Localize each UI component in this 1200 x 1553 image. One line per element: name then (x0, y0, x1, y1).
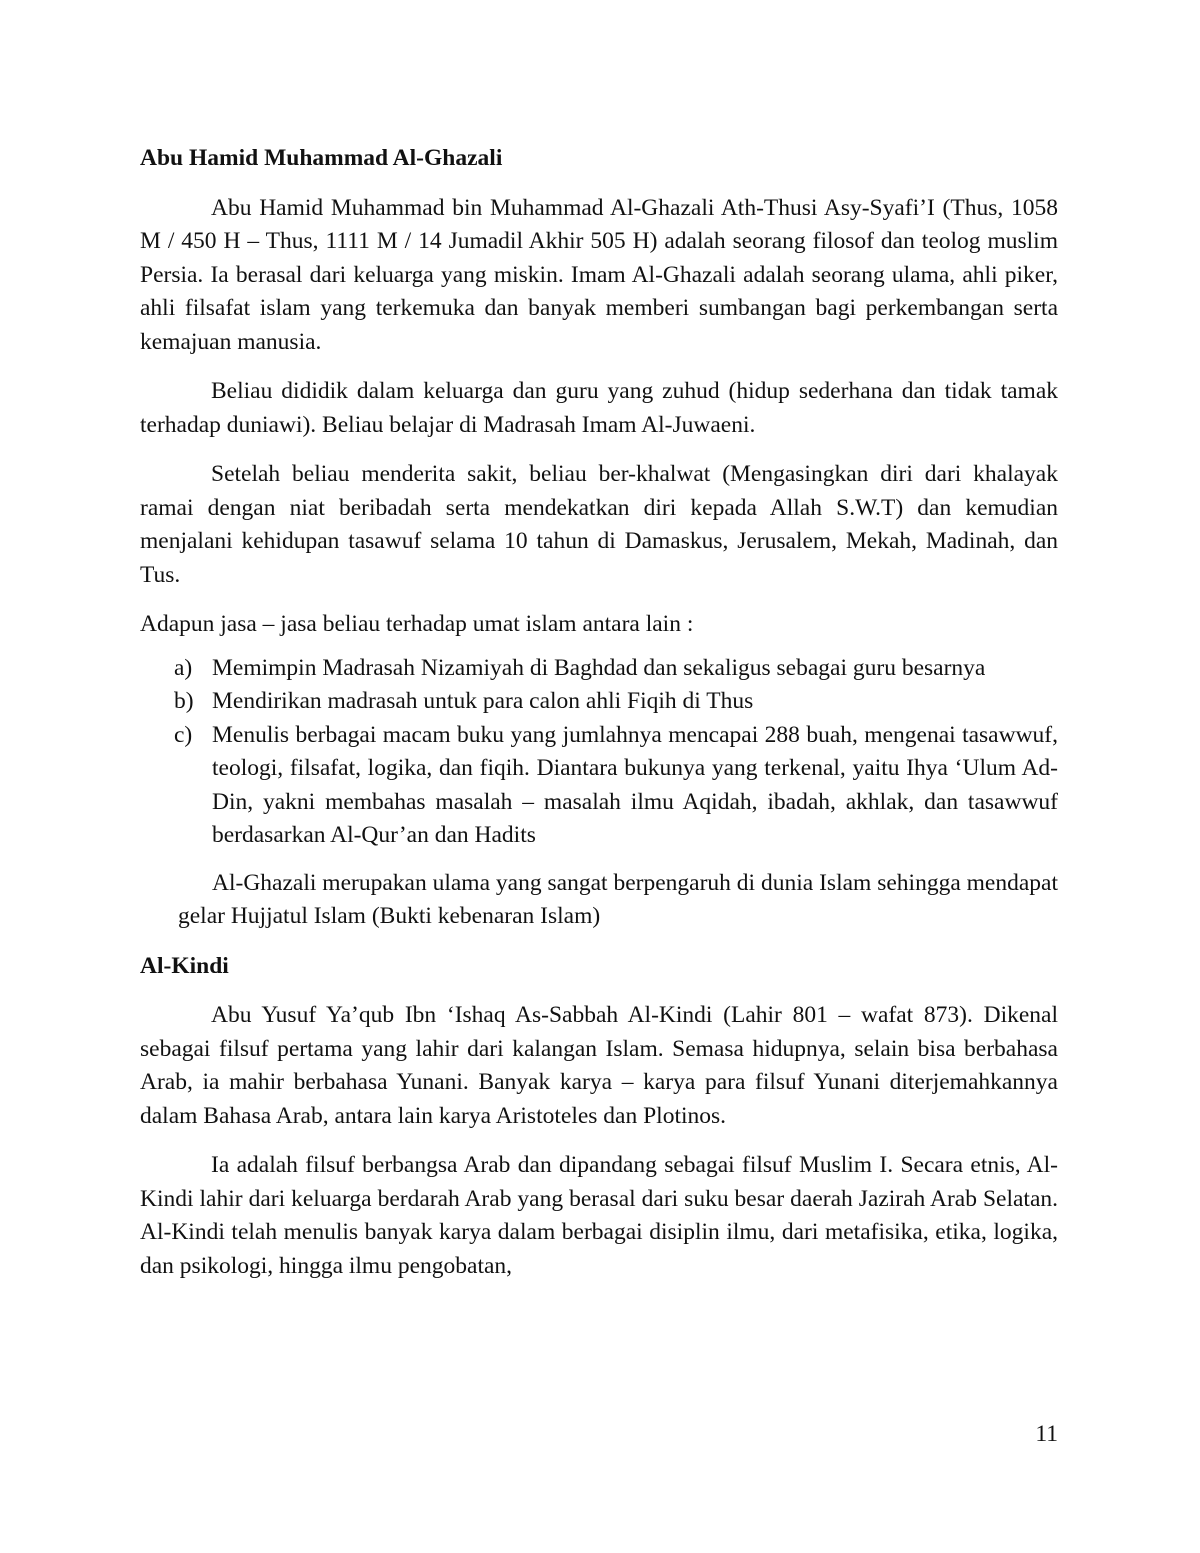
list-item (140, 652, 1058, 686)
jasa-list (140, 652, 1058, 853)
paragraph-kindi-intro: Abu Yusuf Ya’qub Ibn ‘Ishaq As-Sabbah Al-Kindi (Lahir 801 – wafat 873). Dikenal sebagai filsuf pertama yang lahir dari kalangan Islam. Semasa hidupnya, selain bisa berbahasa Arab, ia mahir berbahasa Yunani. Banyak karya – karya para filsuf Yunani diterjemahkannya dalam Bahasa Arab, antara lain karya Aristoteles dan Plotinos. (140, 1002, 1058, 1129)
paragraph-ghazali-closing: Al-Ghazali merupakan ulama yang sangat berpengaruh di dunia Islam sehingga mendapat gelar Hujjatul Islam (Bukti kebenaran Islam) (178, 869, 1058, 929)
list-item-text: Mendirikan madrasah untuk para calon ahli Fiqih di Thus (212, 688, 754, 714)
list-item (140, 719, 1058, 853)
list-item-text: Memimpin Madrasah Nizamiyah di Baghdad dan sekaligus sebagai guru besarnya (212, 654, 986, 681)
paragraph-ghazali-intro: Abu Hamid Muhammad bin Muhammad Al-Ghazali Ath-Thusi Asy-Syafi’I (Thus, 1058 M / 450 H – Thus, 1111 M / 14 Jumadil Akhir 505 H) adalah seorang filosof dan teolog muslim Persia. Ia berasal dari keluarga yang miskin. Imam Al-Ghazali adalah seorang ulama, ahli piker, ahli filsafat islam yang terkemuka dan banyak memberi sumbangan bagi perkembangan serta kemajuan manusia. (140, 194, 1058, 355)
section-heading-kindi: Al-Kindi (140, 952, 229, 979)
page-number: 11 (1035, 1421, 1058, 1447)
list-item-text: Menulis berbagai macam buku yang jumlahnya mencapai 288 buah, mengenai tasawwuf, teologi, filsafat, logika, dan fiqih. Diantara bukunya yang terkenal, yaitu Ihya ‘Ulum Ad-Din, yakni membahas masalah – masalah ilmu Aqidah, ibadah, akhlak, dan tasawwuf berdasarkan Al-Qur’an dan Hadits (212, 721, 1058, 848)
paragraph-ghazali-education: Beliau dididik dalam keluarga dan guru yang zuhud (hidup sederhana dan tidak tamak terhadap duniawi). Beliau belajar di Madrasah Imam Al-Juwaeni. (140, 378, 1058, 438)
section-heading-ghazali: Abu Hamid Muhammad Al-Ghazali (140, 145, 503, 171)
text-column (140, 142, 1058, 1283)
list-marker: b) (174, 688, 194, 714)
paragraph-kindi-origin: Ia adalah filsuf berbangsa Arab dan dipandang sebagai filsuf Muslim I. Secara etnis, Al-Kindi lahir dari keluarga berdarah Arab yang berasal dari suku besar daerah Jazirah Arab Selatan. Al-Kindi telah menulis banyak karya dalam berbagai disiplin ilmu, dari metafisika, etika, logika, dan psikologi, hingga ilmu pengobatan, (140, 1152, 1058, 1279)
paragraph-jasa-intro: Adapun jasa – jasa beliau terhadap umat islam antara lain : (140, 611, 694, 637)
list-marker: a) (174, 654, 193, 681)
paragraph-ghazali-khalwat: Setelah beliau menderita sakit, beliau ber-khalwat (Mengasingkan diri dari khalayak ramai dengan niat beribadah serta mendekatkan diri kepada Allah S.W.T) dan kemudian menjalani kehidupan tasawuf selama 10 tahun di Damaskus, Jerusalem, Mekah, Madinah, dan Tus. (140, 461, 1058, 588)
list-item (140, 685, 1058, 719)
list-marker: c) (174, 721, 193, 748)
